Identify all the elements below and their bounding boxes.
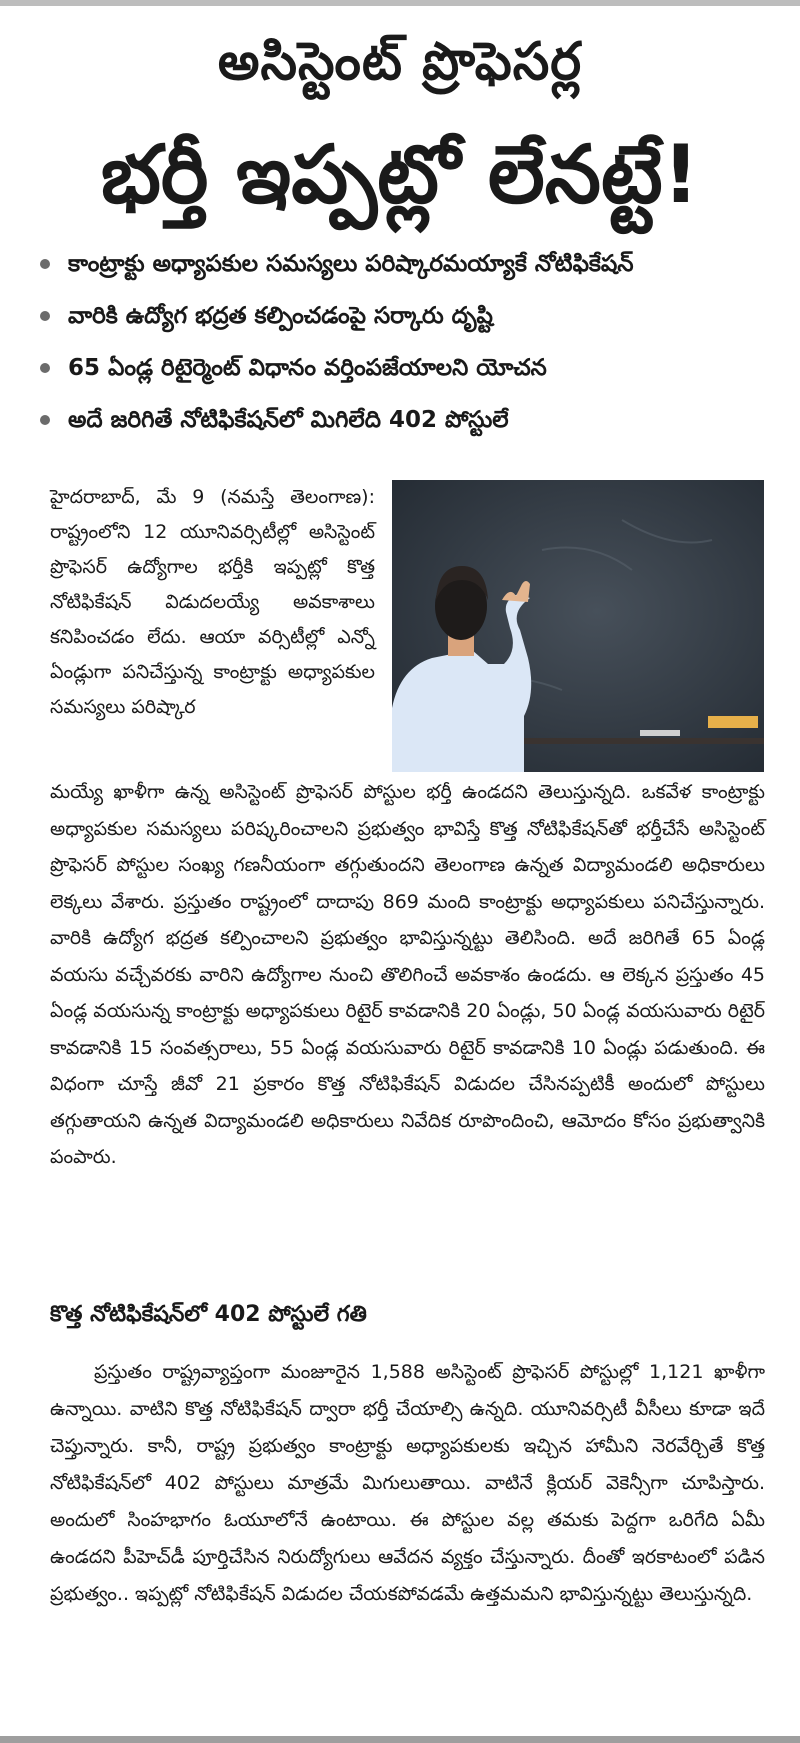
article-lead-column (50, 480, 375, 725)
highlight-text: కాంట్రాక్టు అధ్యాపకుల సమస్యలు పరిష్కారమయ్యాకే నోటిఫికేషన్ (68, 251, 634, 277)
headline-kicker: అసిస్టెంట్ ప్రొఫెసర్ల (217, 32, 583, 92)
highlight-text: 65 ఏండ్ల రిటైర్మెంట్ విధానం వర్తింపజేయాలని యోచన (68, 355, 547, 381)
article-lead-text: హైదరాబాద్, మే 9 (నమస్తే తెలంగాణ): రాష్ట్రంలోని 12 యూనివర్సిటీల్లో అసిస్టెంట్ ప్రొఫెసర్ ఉద్యోగాల భర్తీకి ఇప్పట్లో కొత్త నోటిఫికేషన్ విడుదలయ్యే అవకాశాలు కనిపించడం లేదు. ఆయా వర్సిటీల్లో ఎన్నో ఏండ్లుగా పనిచేస్తున్న కాంట్రాక్టు అధ్యాపకుల సమస్యలు పరిష్కార (50, 486, 375, 718)
headline-main: భర్తీ ఇప్పట్లో లేనట్టే! (100, 128, 700, 221)
teacher-at-blackboard-photo (392, 480, 764, 772)
highlight-item (40, 290, 790, 342)
highlight-item (40, 238, 790, 290)
highlight-text: వారికి ఉద్యోగ భద్రత కల్పించడంపై సర్కారు దృష్టి (68, 303, 493, 329)
bullet-dot-icon (40, 259, 50, 269)
article-body-text: మయ్యే ఖాళీగా ఉన్న అసిస్టెంట్ ప్రొఫెసర్ పోస్టుల భర్తీ ఉండదని తెలుస్తున్నది. ఒకవేళ కాంట్రాక్టు అధ్యాపకుల సమస్యలు పరిష్కరించాలని ప్రభుత్వం భావిస్తే కొత్త నోటిఫికేషన్‌తో భర్తీచేసే అసిస్టెంట్ ప్రొఫెసర్ పోస్టుల సంఖ్య గణనీయంగా తగ్గుతుందని తెలంగాణ ఉన్నత విద్యామండలి అధికారులు లెక్కలు వేశారు. ప్రస్తుతం రాష్ట్రంలో దాదాపు 869 మంది కాంట్రాక్టు అధ్యాపకులు పనిచేస్తున్నారు. వారికి ఉద్యోగ భద్రత కల్పించాలని ప్రభుత్వం భావిస్తున్నట్టు తెలిసింది. అదే జరిగితే 65 ఏండ్ల వయసు వచ్చేవరకు వారిని ఉద్యోగాల నుంచి తొలిగించే అవకాశం ఉండదు. ఆ లెక్కన ప్రస్తుతం 45 ఏండ్ల వయసున్న కాంట్రాక్టు అధ్యాపకులు రిటైర్ కావడానికి 20 ఏండ్లు, 50 ఏండ్ల వయసువారు రిటైర్ కావడానికి 15 సంవత్సరాలు, 55 ఏండ్ల వయసువారు రిటైర్ కావడానికి 10 ఏండ్లు పడుతుంది. ఈ విధంగా చూస్తే జీవో 21 ప్రకారం కొత్త నోటిఫికేషన్ విడుదల చేసినప్పటికీ అందులో పోస్టులు తగ్గుతాయని ఉన్నత విద్యామండలి అధికారులు నివేదిక రూపొందించి, ఆమోదం కోసం ప్రభుత్వానికి పంపారు. (50, 781, 765, 1168)
article-body (50, 774, 765, 1176)
highlights-list (40, 238, 790, 446)
bottom-divider (0, 1736, 800, 1743)
highlight-item (40, 342, 790, 394)
bullet-dot-icon (40, 363, 50, 373)
top-divider (0, 0, 800, 6)
highlight-text: అదే జరిగితే నోటిఫికేషన్‌లో మిగిలేది 402 పోస్టులే (68, 407, 509, 433)
article-section-text: ప్రస్తుతం రాష్ట్రవ్యాప్తంగా మంజూరైన 1,588 అసిస్టెంట్ ప్రొఫెసర్ పోస్టుల్లో 1,121 ఖాళీగా ఉన్నాయి. వాటిని కొత్త నోటిఫికేషన్ ద్వారా భర్తీ చేయాల్సి ఉన్నది. యూనివర్సిటీ వీసీలు కూడా ఇదే చెప్తున్నారు. కానీ, రాష్ట్ర ప్రభుత్వం కాంట్రాక్టు అధ్యాపకులకు ఇచ్చిన హామీని నెరవేర్చితే కొత్త నోటిఫికేషన్‌లో 402 పోస్టులు మాత్రమే మిగులుతాయి. వాటినే క్లియర్ వెకెన్సీగా చూపిస్తారు. అందులో సింహభాగం ఓయూలోనే ఉంటాయి. ఈ పోస్టుల వల్ల తమకు పెద్దగా ఒరిగేది ఏమీ ఉండదని పీహెచ్‌డీ పూర్తిచేసిన నిరుద్యోగులు ఆవేదన వ్యక్తం చేస్తున్నారు. దీంతో ఇరకాటంలో పడిన ప్రభుత్వం.. ఇప్పట్లో నోటిఫికేషన్ విడుదల చేయకపోవడమే ఉత్తమమని భావిస్తున్నట్టు తెలుస్తున్నది. (50, 1361, 765, 1605)
highlight-item (40, 394, 790, 446)
bullet-dot-icon (40, 311, 50, 321)
article-section (50, 1354, 765, 1613)
section-subheading: కొత్త నోటిఫికేషన్‌లో 402 పోస్టులే గతి (50, 1302, 367, 1327)
bullet-dot-icon (40, 415, 50, 425)
